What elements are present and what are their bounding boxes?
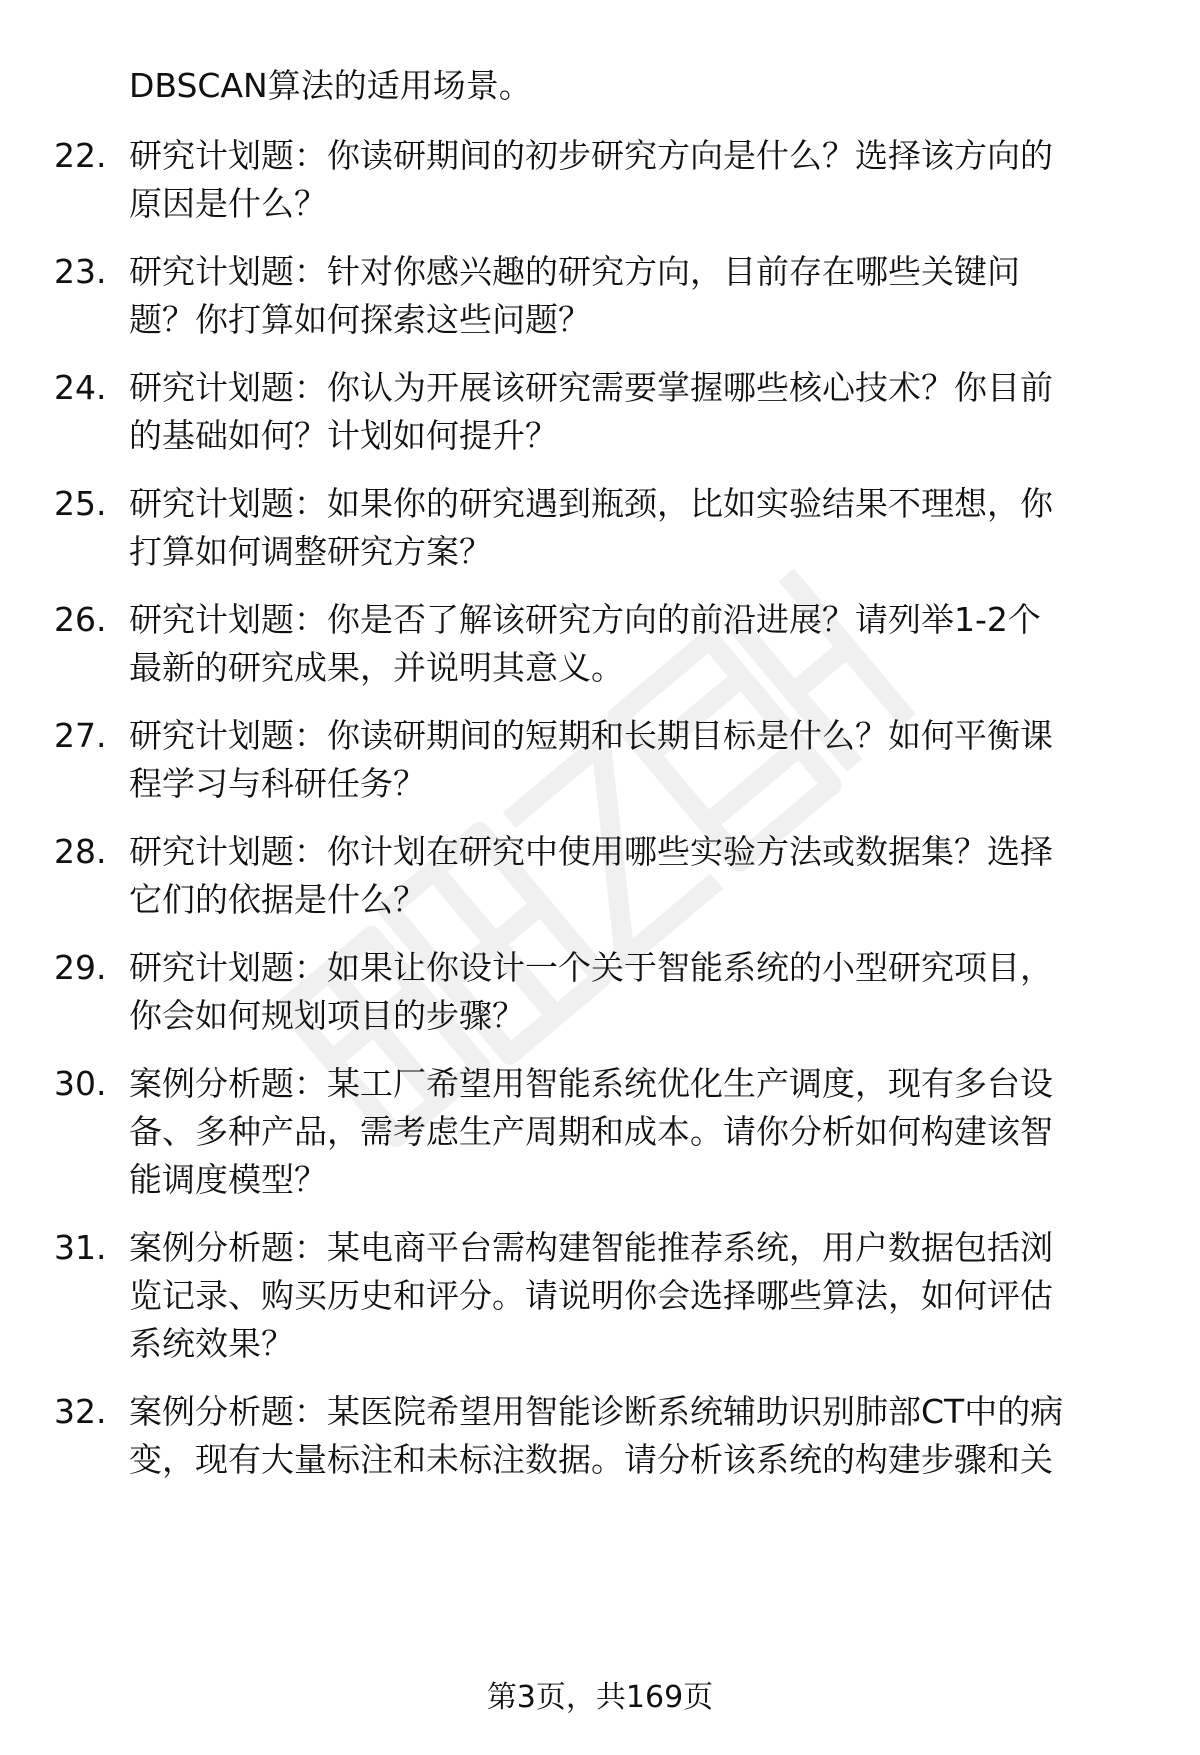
question-text-line: 系统效果？ (129, 1324, 294, 1363)
question-number: 29. (54, 948, 107, 987)
continuation-text: DBSCAN算法的适用场景。 (129, 66, 532, 105)
question-number: 25. (54, 484, 107, 523)
question-text-line: 研究计划题：你读研期间的初步研究方向是什么？选择该方向的 (129, 136, 1053, 175)
question-text-line: 研究计划题：如果你的研究遇到瓶颈，比如实验结果不理想，你 (129, 484, 1053, 523)
page-footer: 第3页，共169页 (486, 1680, 714, 1715)
question-number: 26. (54, 600, 107, 639)
question-text-line: 它们的依据是什么？ (129, 880, 426, 919)
question-number: 31. (54, 1228, 107, 1267)
question-text-line: 程学习与科研任务？ (129, 764, 426, 803)
question-text-line: 的基础如何？计划如何提升？ (129, 416, 558, 455)
question-number: 24. (54, 368, 107, 407)
question-text-line: 案例分析题：某医院希望用智能诊断系统辅助识别肺部CT中的病 (129, 1392, 1064, 1431)
question-text-line: 研究计划题：你是否了解该研究方向的前沿进展？请列举1-2个 (129, 600, 1041, 639)
question-text-line: 备、多种产品，需考虑生产周期和成本。请你分析如何构建该智 (129, 1112, 1053, 1151)
question-text-line: 题？你打算如何探索这些问题？ (129, 300, 591, 339)
question-text-line: 你会如何规划项目的步骤？ (129, 996, 525, 1035)
question-text-line: 览记录、购买历史和评分。请说明你会选择哪些算法，如何评估 (129, 1276, 1053, 1315)
question-number: 28. (54, 832, 107, 871)
question-text-line: 研究计划题：如果让你设计一个关于智能系统的小型研究项目， (129, 948, 1053, 987)
question-number: 30. (54, 1064, 107, 1103)
question-text-line: 能调度模型？ (129, 1160, 327, 1199)
question-number: 27. (54, 716, 107, 755)
question-text-line: 研究计划题：你读研期间的短期和长期目标是什么？如何平衡课 (129, 716, 1053, 755)
question-text-line: 原因是什么？ (129, 184, 327, 223)
question-text-line: 案例分析题：某电商平台需构建智能推荐系统，用户数据包括浏 (129, 1228, 1053, 1267)
question-text-line: 最新的研究成果，并说明其意义。 (129, 648, 624, 687)
question-text-line: 研究计划题：你计划在研究中使用哪些实验方法或数据集？选择 (129, 832, 1053, 871)
question-number: 22. (54, 136, 107, 175)
question-text-line: 研究计划题：你认为开展该研究需要掌握哪些核心技术？你目前 (129, 368, 1053, 407)
question-text-line: 研究计划题：针对你感兴趣的研究方向，目前存在哪些关键问 (129, 252, 1020, 291)
question-number: 23. (54, 252, 107, 291)
question-number: 32. (54, 1392, 107, 1431)
question-text-line: 变，现有大量标注和未标注数据。请分析该系统的构建步骤和关 (129, 1440, 1053, 1479)
question-text-line: 案例分析题：某工厂希望用智能系统优化生产调度，现有多台设 (129, 1064, 1053, 1103)
question-text-line: 打算如何调整研究方案？ (129, 532, 492, 571)
